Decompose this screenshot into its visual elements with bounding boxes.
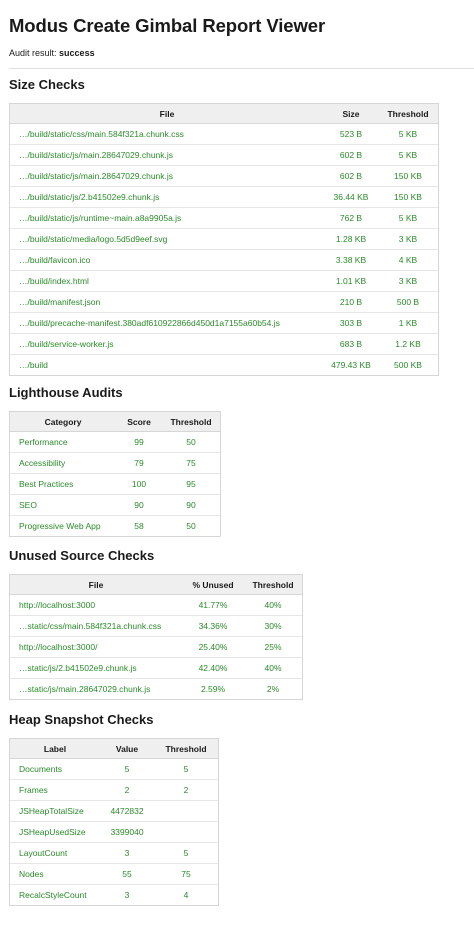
table-cell: 602 B (324, 166, 378, 187)
table-cell (154, 801, 218, 822)
lighthouse-table-wrapper (9, 411, 221, 537)
size-checks-section (9, 77, 439, 381)
table-row (10, 616, 302, 637)
column-header-threshold: Threshold (162, 412, 220, 432)
table-cell (154, 822, 218, 843)
table-cell: 75 (154, 864, 218, 885)
table-row (10, 801, 218, 822)
table-row (10, 208, 438, 229)
table-cell: 3 KB (378, 229, 438, 250)
table-cell: 42.40% (182, 658, 244, 679)
column-header-unused: % Unused (182, 575, 244, 595)
table-cell: 2 (100, 780, 154, 801)
table-cell: 500 KB (378, 355, 438, 376)
table-cell: JSHeapUsedSize (10, 822, 100, 843)
table-cell: Best Practices (10, 474, 116, 495)
table-cell: 500 B (378, 292, 438, 313)
table-cell: 25.40% (182, 637, 244, 658)
column-header-file: File (10, 104, 324, 124)
unused-source-table (10, 575, 302, 699)
table-cell: 40% (244, 658, 302, 679)
table-cell: 100 (116, 474, 162, 495)
table-cell: 5 (124, 764, 130, 774)
table-cell: …/build/static/js/2.b41502e9.chunk.js (10, 187, 324, 208)
table-row (10, 822, 218, 843)
table-cell: …static/js/2.b41502e9.chunk.js (10, 658, 182, 679)
table-cell: 50 (162, 516, 220, 537)
table-row (10, 432, 220, 453)
table-cell: …/build/precache-manifest.380adf610922866d450d1a7155a60b54.js (10, 313, 324, 334)
table-cell: 36.44 KB (324, 187, 378, 208)
table-cell: 3 (100, 843, 154, 864)
unused-source-section (9, 548, 303, 705)
table-cell: …static/css/main.584f321a.chunk.css (10, 616, 182, 637)
table-row (10, 495, 220, 516)
table-cell: 3 KB (378, 271, 438, 292)
table-cell: RecalcStyleCount (10, 885, 100, 906)
table-row (10, 474, 220, 495)
table-cell: 1.28 KB (324, 229, 378, 250)
table-row (10, 595, 302, 616)
table-row (10, 166, 438, 187)
table-cell: 4 (154, 885, 218, 906)
table-cell: JSHeapTotalSize (10, 801, 100, 822)
column-header-threshold: Threshold (154, 739, 218, 759)
table-cell: …/build/index.html (10, 271, 324, 292)
table-cell: 1.01 KB (324, 271, 378, 292)
table-cell: 5 KB (398, 129, 418, 139)
table-cell: …/build/favicon.ico (10, 250, 324, 271)
table-row (10, 124, 438, 145)
table-cell: SEO (10, 495, 116, 516)
table-row (10, 780, 218, 801)
unused-source-title: Unused Source Checks (9, 548, 155, 563)
table-cell: Performance (19, 437, 68, 447)
table-cell: http://localhost:3000/ (10, 637, 182, 658)
table-row (10, 334, 438, 355)
table-cell: 1 KB (378, 313, 438, 334)
table-header-row (10, 412, 220, 432)
table-row (10, 864, 218, 885)
column-header-threshold: Threshold (244, 575, 302, 595)
unused-source-table-wrapper (9, 574, 303, 700)
column-header-size: Size (324, 104, 378, 124)
heap-snapshot-section (9, 712, 219, 911)
table-cell: …/build/static/js/runtime~main.a8a9905a.js (10, 208, 324, 229)
lighthouse-audits-title: Lighthouse Audits (9, 385, 123, 400)
heap-snapshot-table-wrapper (9, 738, 219, 906)
table-cell: 150 KB (378, 187, 438, 208)
table-cell: Frames (10, 780, 100, 801)
table-cell: Progressive Web App (10, 516, 116, 537)
table-cell: 210 B (324, 292, 378, 313)
table-cell: …/build (10, 355, 324, 376)
table-cell: 4 KB (378, 250, 438, 271)
table-cell: 30% (244, 616, 302, 637)
table-cell: 150 KB (378, 166, 438, 187)
table-row (10, 229, 438, 250)
table-row (10, 145, 438, 166)
table-row (10, 843, 218, 864)
table-cell: 3 (100, 885, 154, 906)
table-cell: 1.2 KB (378, 334, 438, 355)
table-cell: 50 (186, 437, 196, 447)
column-header-file: File (10, 575, 182, 595)
table-header-row (10, 739, 218, 759)
table-cell: 523 B (339, 129, 363, 139)
table-cell: 3399040 (100, 822, 154, 843)
table-cell: Nodes (10, 864, 100, 885)
table-cell: LayoutCount (10, 843, 100, 864)
lighthouse-audits-section (9, 385, 221, 542)
table-cell: 3.38 KB (324, 250, 378, 271)
heap-snapshot-table (10, 739, 218, 905)
table-cell: 2% (244, 679, 302, 700)
size-checks-table-wrapper (9, 103, 439, 376)
header-divider (9, 68, 474, 69)
table-cell: 41.77% (198, 600, 228, 610)
table-header-row (10, 575, 302, 595)
table-row (10, 250, 438, 271)
table-cell: 303 B (324, 313, 378, 334)
table-cell: 99 (134, 437, 144, 447)
table-cell: 2 (154, 780, 218, 801)
table-cell: 5 (154, 843, 218, 864)
table-row (10, 637, 302, 658)
table-cell: 762 B (324, 208, 378, 229)
table-cell: 479.43 KB (324, 355, 378, 376)
table-cell: …/build/static/css/main.584f321a.chunk.css (19, 129, 184, 139)
table-row (10, 679, 302, 700)
table-row (10, 187, 438, 208)
column-header-threshold: Threshold (378, 104, 438, 124)
table-row (10, 271, 438, 292)
report-header (9, 0, 474, 69)
table-row (10, 453, 220, 474)
table-cell: 79 (116, 453, 162, 474)
table-cell: 58 (116, 516, 162, 537)
table-row (10, 759, 218, 780)
table-row (10, 658, 302, 679)
table-cell: 683 B (324, 334, 378, 355)
table-cell: Accessibility (10, 453, 116, 474)
audit-result-label: Audit result: (9, 48, 57, 58)
column-header-category: Category (10, 412, 116, 432)
table-cell: 4472832 (100, 801, 154, 822)
table-cell: 90 (162, 495, 220, 516)
table-cell: 5 (183, 764, 189, 774)
table-cell: 95 (162, 474, 220, 495)
table-cell: 55 (100, 864, 154, 885)
size-checks-title: Size Checks (9, 77, 85, 92)
table-cell: …/build/static/media/logo.5d5d9eef.svg (10, 229, 324, 250)
table-cell: …static/js/main.28647029.chunk.js (10, 679, 182, 700)
table-row (10, 313, 438, 334)
table-cell: 602 B (324, 145, 378, 166)
table-cell: …/build/manifest.json (10, 292, 324, 313)
table-cell: 5 KB (378, 145, 438, 166)
column-header-label: Label (10, 739, 100, 759)
table-row (10, 355, 438, 376)
table-cell: …/build/static/js/main.28647029.chunk.js (10, 145, 324, 166)
audit-result-value: success (59, 48, 95, 58)
column-header-value: Value (100, 739, 154, 759)
audit-result (9, 47, 474, 59)
table-cell: 5 KB (378, 208, 438, 229)
table-cell: …/build/static/js/main.28647029.chunk.js (10, 166, 324, 187)
table-cell: 75 (162, 453, 220, 474)
size-checks-table (10, 104, 438, 375)
table-row (10, 516, 220, 537)
table-cell: 40% (264, 600, 282, 610)
table-cell: Documents (19, 764, 62, 774)
table-row (10, 292, 438, 313)
table-cell: 34.36% (182, 616, 244, 637)
page-title: Modus Create Gimbal Report Viewer (9, 15, 326, 36)
heap-snapshot-title: Heap Snapshot Checks (9, 712, 154, 727)
table-cell: http://localhost:3000 (19, 600, 96, 610)
table-cell: 2.59% (182, 679, 244, 700)
table-header-row (10, 104, 438, 124)
column-header-score: Score (116, 412, 162, 432)
table-cell: …/build/service-worker.js (10, 334, 324, 355)
table-row (10, 885, 218, 906)
table-cell: 25% (244, 637, 302, 658)
lighthouse-table (10, 412, 220, 536)
table-cell: 90 (116, 495, 162, 516)
